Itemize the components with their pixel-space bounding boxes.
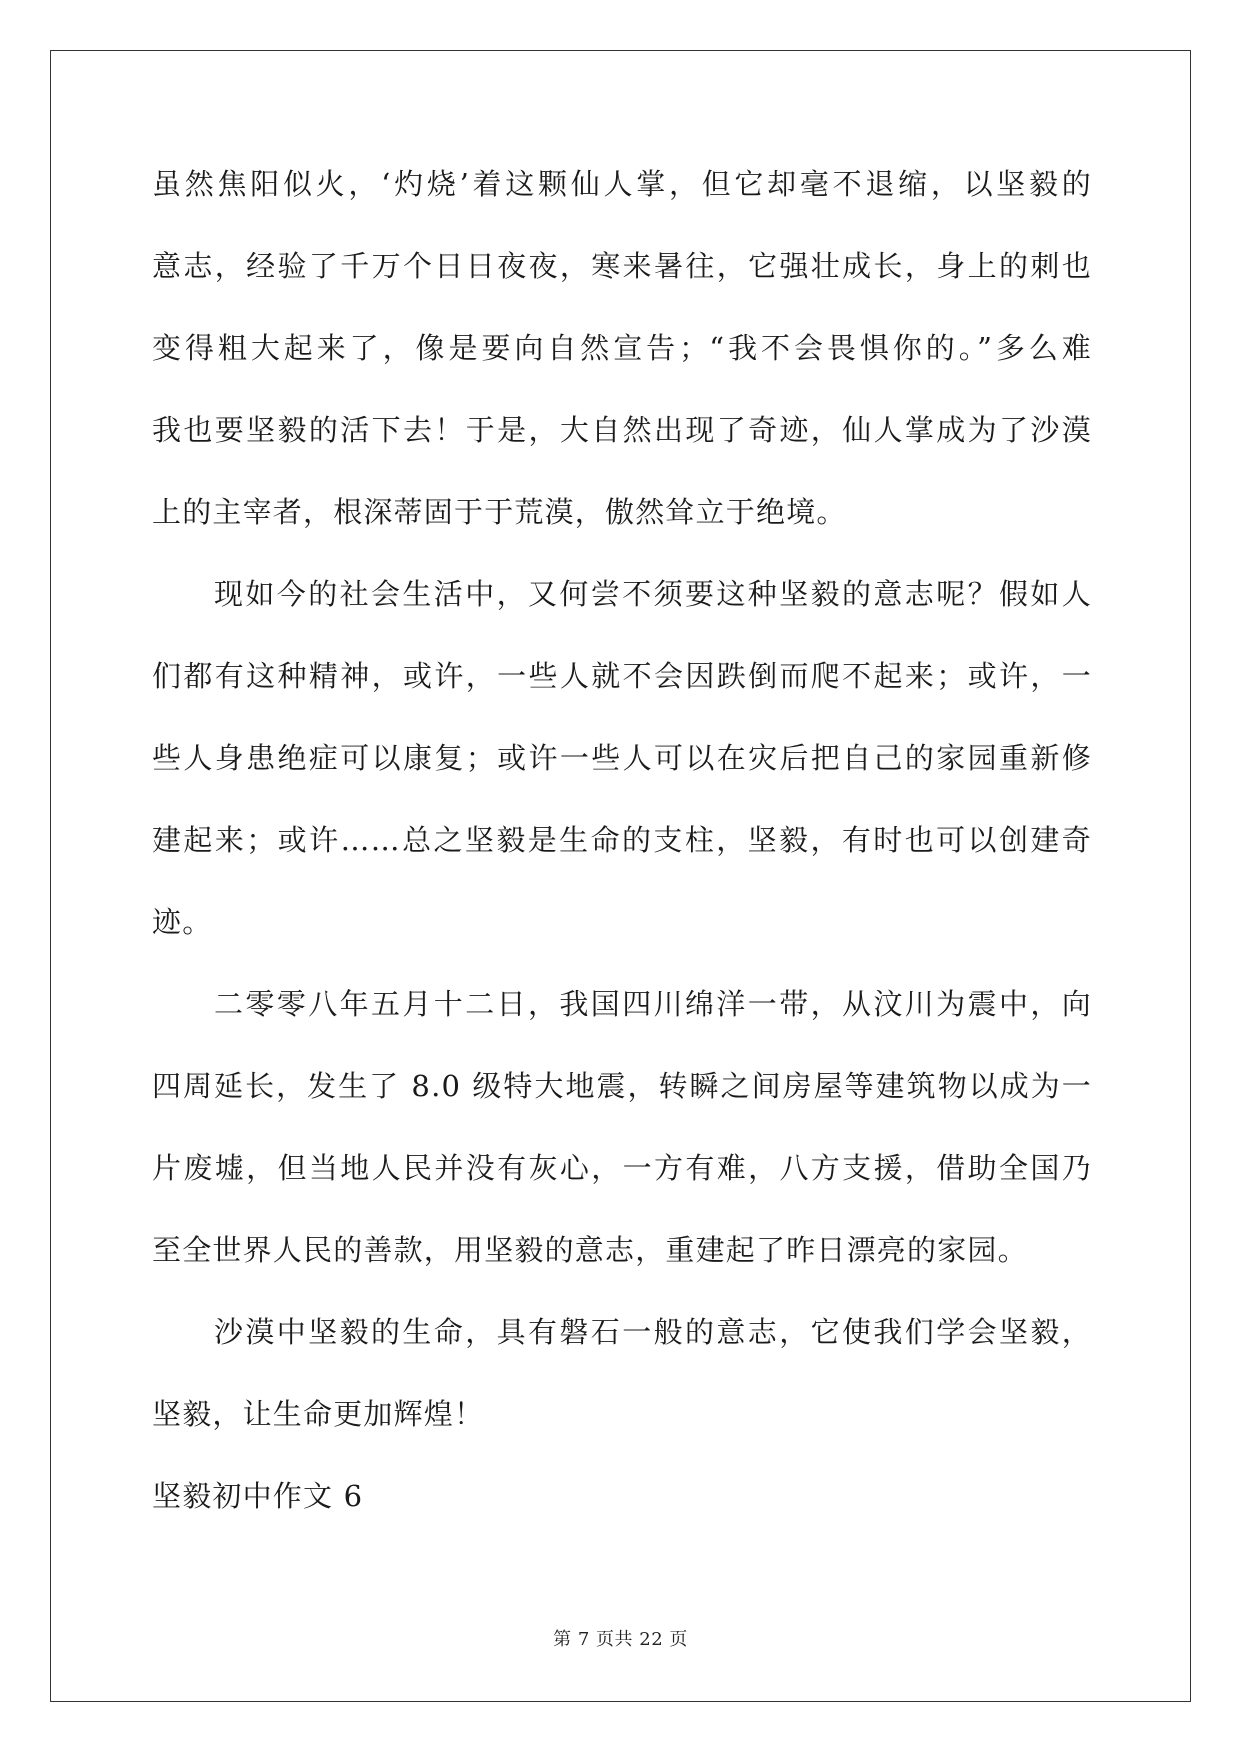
text-line: 变得粗大起来了，像是要向自然宣告；“我不会畏惧你的。”多么难 xyxy=(152,331,1092,365)
text-line: 四周延长，发生了 8.0 级特大地震，转瞬之间房屋等建筑物以成为一 xyxy=(152,1069,1092,1103)
text-line: 些人身患绝症可以康复；或许一些人可以在灾后把自己的家园重新修 xyxy=(152,741,1092,775)
text-line: 片废墟，但当地人民并没有灰心，一方有难，八方支援，借助全国乃 xyxy=(152,1151,1092,1185)
document-body xyxy=(152,160,1092,1554)
page-number-total: 共 22 页 xyxy=(614,1629,688,1650)
text-line: 们都有这种精神，或许，一些人就不会因跌倒而爬不起来；或许，一 xyxy=(152,659,1092,693)
text-line: 上的主宰者，根深蒂固于于荒漠，傲然耸立于绝境。 xyxy=(152,495,847,529)
page-footer xyxy=(0,1625,1241,1651)
text-line: 虽然焦阳似火，‘灼烧’着这颗仙人掌，但它却毫不退缩，以坚毅的 xyxy=(152,167,1092,201)
paragraph-first-line: 二零零八年五月十二日，我国四川绵洋一带，从汶川为震中，向 xyxy=(214,987,1092,1021)
text-line: 意志，经验了千万个日日夜夜，寒来暑往，它强壮成长，身上的刺也 xyxy=(152,249,1092,283)
text-line: 坚毅，让生命更加辉煌！ xyxy=(152,1397,485,1431)
text-line: 至全世界人民的善款，用坚毅的意志，重建起了昨日漂亮的家园。 xyxy=(152,1233,1028,1267)
paragraph-first-line: 沙漠中坚毅的生命，具有磐石一般的意志，它使我们学会坚毅， xyxy=(214,1315,1092,1349)
text-line: 建起来；或许……总之坚毅是生命的支柱，坚毅，有时也可以创建奇 xyxy=(152,823,1092,857)
text-line: 迹。 xyxy=(152,905,213,939)
section-heading: 坚毅初中作文 6 xyxy=(152,1479,364,1513)
page-number-current: 第 7 页 xyxy=(553,1629,615,1650)
text-line: 我也要坚毅的活下去！于是，大自然出现了奇迹，仙人掌成为了沙漠 xyxy=(152,413,1092,447)
paragraph-first-line: 现如今的社会生活中，又何尝不须要这种坚毅的意志呢？假如人 xyxy=(214,577,1092,611)
